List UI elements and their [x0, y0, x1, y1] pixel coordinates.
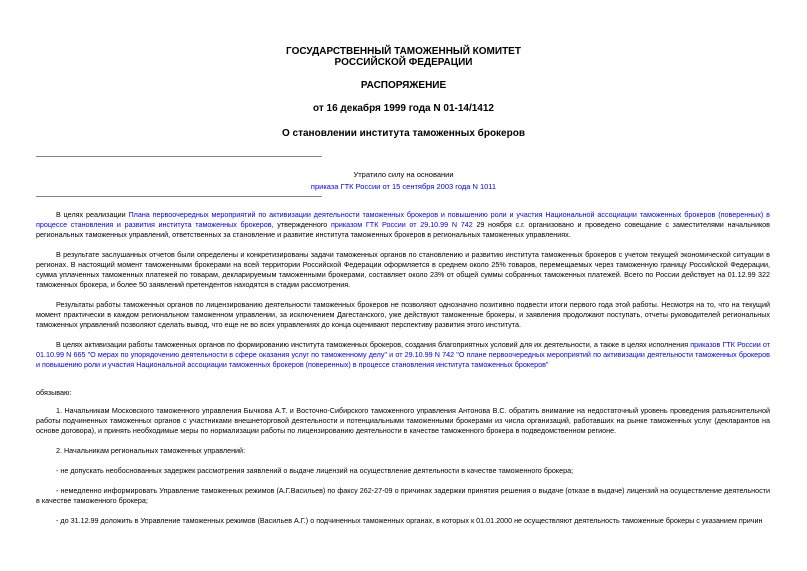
- order-742-link[interactable]: приказом ГТК России от 29.10.99 N 742: [330, 220, 473, 229]
- paragraph-4: В целях активизации работы таможенных органов по формированию института таможенных брокеров, создания благоприятных условий для их деятельности, а также в целях исполнения приказов ГТК России от 01.10.99 N 665 "О мерах по упорядочению деятельности в сфере оказания услуг по таможенному делу" и от 29.10.99 N 742 "О плане первоочередных мероприятий по активизации деятельности таможенных брокеров и повышению роли и участия Национальной ассоциации таможенных брокеров (поверенных) в процессе становления института таможенных брокеров": [36, 340, 770, 369]
- paragraph-1: В целях реализации Плана первоочередных мероприятий по активизации деятельности таможенных брокеров и повышению роли и участия Национальной ассоциации таможенных брокеров (поверенных) в процессе становления и развития института таможенных брокеров, утвержденного приказом ГТК России от 29.10.99 N 742 29 ноября с.г. организовано и проведено совещание с заместителями начальников региональных таможенных управлений, ответственных за становление и развитие института таможенных брокеров в региональных таможенных управлениях.: [36, 210, 771, 239]
- plan-link[interactable]: Плана первоочередных мероприятий по активизации деятельности таможенных брокеров и повышению роли и участия Национальной ассоциации таможенных брокеров (поверенных) в процессе становления и развития института таможенных брокеров,: [36, 210, 770, 229]
- item-2c: - до 31.12.99 доложить в Управление таможенных режимов (Васильев А.Г.) о подчиненных таможенных органах, в которых к 01.01.2000 не осуществляют деятельность таможенные брокеры с указанием причин: [56, 516, 763, 525]
- divider-top: [36, 156, 322, 157]
- orders-665-742-link[interactable]: приказов ГТК России от 01.10.99 N 665 "О мерах по упорядочению деятельности в сфере оказания услуг по таможенному делу" и от 29.10.99 N 742 "О плане первоочередных мероприятий по активизации деятельности таможенных брокеров и повышению роли и участия Национальной ассоциации таможенных брокеров (поверенных) в процессе становления института таможенных брокеров": [36, 340, 770, 369]
- document-body: [36, 210, 770, 526]
- item-1: 1. Начальникам Московского таможенного управления Бычкова А.Т. и Восточно-Сибирского таможенного управления Антонова В.С. обратить внимание на недостаточный уровень проведения разъяснительной работы подчиненных таможенных органов с участниками внешнеторговой деятельности и потенциальными таможенными брокерами из числа организаций, работавших на рынке таможенных услуг (декларантов на основе договора), и принять необходимые меры по нормализации работы по лицензированию деятельности в качестве таможенного брокера в подведомственном регионе.: [36, 406, 770, 435]
- item-2b: - немедленно информировать Управление таможенных режимов (А.Г.Васильев) по факсу 262-27-09 о причинах задержки принятия решения о выдаче (отказе в выдаче) лицензий на осуществление деятельности в качестве таможенного брокера;: [36, 486, 770, 505]
- document-title: О становлении института таможенных брокеров: [281, 128, 525, 139]
- obligate-line: обязываю:: [36, 388, 72, 397]
- item-2a: - не допускать необоснованных задержек рассмотрения заявлений о выдаче лицензий на осуществление деятельности в качестве таможенного брокера;: [56, 466, 574, 475]
- paragraph-3: Результаты работы таможенных органов по лицензированию деятельности таможенных брокеров не позволяют однозначно позитивно подвести итоги первого года этой работы. Несмотря на то, что на текущий момент практически в каждом региональном таможенном управлении, за исключением Дагестанского, уже действуют таможенные брокеры, и заявления продолжают поступать, отчеты руководителей региональных таможенных управлений позволяют сделать вывод, что еще не во всех управлениях до конца оценивают перспективу развития этого института.: [36, 300, 770, 329]
- document-type: РАСПОРЯЖЕНИЕ: [360, 80, 447, 91]
- divider-bottom: [36, 196, 322, 197]
- repeal-order-link[interactable]: приказа ГТК России от 15 сентября 2003 года N 1011: [310, 182, 497, 191]
- item-2: 2. Начальникам региональных таможенных управлений:: [56, 446, 246, 455]
- repeal-note: Утратило силу на основании: [353, 170, 454, 179]
- document-date: от 16 декабря 1999 года N 01-14/1412: [312, 103, 494, 114]
- org-name-line1: ГОСУДАРСТВЕННЫЙ ТАМОЖЕННЫЙ КОМИТЕТ: [286, 46, 521, 57]
- paragraph-2: В результате заслушанных отчетов были определены и конкретизированы задачи таможенных органов по становлению и развитию института таможенных брокеров с учетом текущей экономической ситуации в регионах. В настоящий момент таможенными брокерами на всей территории Российской Федерации оформляется в среднем около 25% товаров, перемещаемых через таможенную границу Российской Федерации, сумма уплаченных таможенных платежей по товарам, декларируемым таможенными брокерами, составляет около 23% от общей суммы собранных таможенных платежей. Всего по России действует на 01.12.99 322 таможенных брокера, и более 50 заявлений претендентов находятся в стадии рассмотрения.: [36, 250, 770, 289]
- org-name-line2: РОССИЙСКОЙ ФЕДЕРАЦИИ: [334, 57, 473, 68]
